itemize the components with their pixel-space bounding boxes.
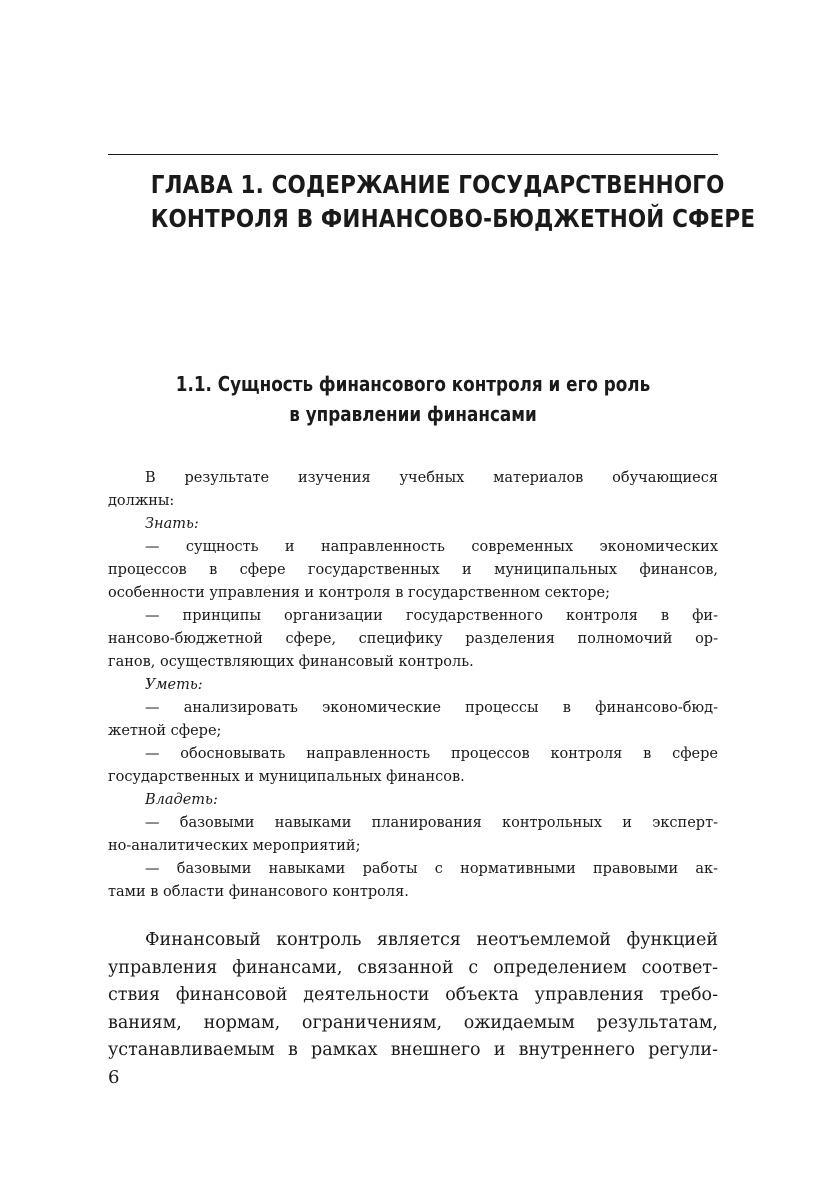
section-title-line: в управлении финансами [289, 402, 537, 426]
objectives-line: — обосновывать направленность процессов контроля в сфере [145, 746, 718, 762]
chapter-title-line: КОНТРОЛЯ В ФИНАНСОВО-БЮДЖЕТНОЙ СФЕРЕ [150, 204, 756, 233]
objectives-line: — анализировать экономические процессы в финансово-бюд- [145, 700, 718, 716]
objectives-heading-know: Знать: [145, 516, 199, 532]
body-line: ваниям, нормам, ограничениям, ожидаемым результатам, [108, 1012, 718, 1033]
objectives-line: жетной сфере; [108, 723, 222, 739]
page-number: 6 [108, 1067, 120, 1088]
objectives-line: ганов, осуществляющих финансовый контроль. [108, 654, 474, 670]
objectives-line: — сущность и направленность современных экономических [145, 539, 718, 555]
section-title-line: 1.1. Сущность финансового контроля и его роль [175, 372, 651, 396]
objectives-heading-can: Уметь: [145, 677, 203, 693]
body-line: устанавливаемым в рамках внешнего и внутреннего регули- [108, 1040, 718, 1060]
objectives-line: должны: [108, 493, 175, 509]
objectives-line: — принципы организации государственного контроля в фи- [145, 608, 718, 624]
objectives-heading-master: Владеть: [145, 792, 218, 808]
objectives-line: особенности управления и контроля в государственном секторе; [108, 585, 610, 601]
objectives-line: тами в области финансового контроля. [108, 884, 409, 900]
body-line: ствия финансовой деятельности объекта управления требо- [108, 985, 718, 1005]
learning-objectives [108, 467, 718, 904]
objectives-line: В результате изучения учебных материалов обучающиеся [145, 470, 718, 486]
body-paragraph [108, 927, 718, 1065]
objectives-line: государственных и муниципальных финансов. [108, 769, 465, 785]
objectives-line: нансово-бюджетной сфере, специфику разделения полномочий ор- [108, 631, 718, 647]
chapter-title [150, 168, 756, 236]
objectives-line: — базовыми навыками работы с нормативными правовыми ак- [145, 861, 718, 877]
objectives-line: но-аналитических мероприятий; [108, 838, 361, 854]
section-title [157, 369, 669, 429]
objectives-line: процессов в сфере государственных и муниципальных финансов, [108, 562, 718, 578]
body-line: Финансовый контроль является неотъемлемой функцией [145, 930, 718, 950]
chapter-title-line: ГЛАВА 1. СОДЕРЖАНИЕ ГОСУДАРСТВЕННОГО [150, 170, 725, 199]
chapter-rule [108, 154, 718, 155]
objectives-line: — базовыми навыками планирования контрольных и эксперт- [145, 815, 718, 831]
body-line: управления финансами, связанной с определением соответ- [108, 957, 718, 978]
